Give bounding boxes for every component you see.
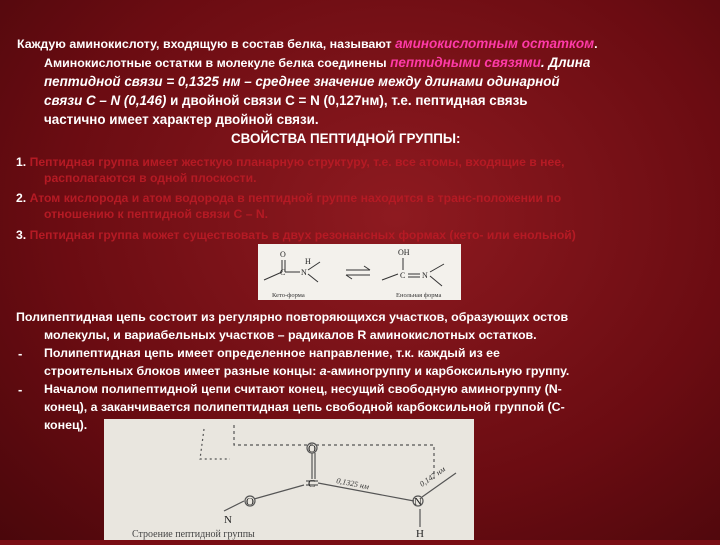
intro-line-1 <box>17 36 598 51</box>
item-number: 3. <box>16 228 27 242</box>
item-number: 2. <box>16 191 27 205</box>
property-item-1 <box>16 155 564 169</box>
atom-o: O <box>246 496 254 508</box>
bullet-marker: - <box>18 346 23 361</box>
property-item-1-cont: располагаются в одной плоскости. <box>44 171 257 185</box>
bond-length-label-2: 0,147 нм <box>417 464 447 489</box>
atom-h: H <box>305 257 311 266</box>
bullet-2-line-2: конец), а заканчивается полипептидная цепь свободной карбоксильной группой (С- <box>44 400 565 414</box>
term-peptide-bonds: пептидными связями <box>390 55 541 70</box>
intro-text: Каждую аминокислоту, входящую в состав белка, называют <box>17 37 396 51</box>
enol-form-label: Енольная форма <box>396 292 442 299</box>
bullet-1-line-1: Полипептидная цепь имеет определенное направление, т.к. каждый из ее <box>44 346 500 360</box>
peptide-structure-diagram <box>104 419 474 540</box>
atom-o: O <box>308 443 316 455</box>
intro-text: и двойной связи С = N (0,127нм), т.е. пептидная связь <box>166 93 528 108</box>
bullet-marker: - <box>18 382 23 397</box>
bullet-text: строительных блоков имеет разные концы: <box>44 364 320 378</box>
property-text: Пептидная группа может существовать в двух резонансных формах (кето- или енольной) <box>29 228 576 242</box>
property-text: Атом кислорода и атом водорода в пептидной группе находится в транс-положении по <box>29 191 562 205</box>
resonance-diagram <box>258 244 461 300</box>
structure-caption: Строение пептидной группы <box>132 529 255 540</box>
bond-length-label-1: 0,1325 нм <box>335 476 370 492</box>
intro-text: связи С – N (0,146) <box>44 93 167 108</box>
intro-line-5: частично имеет характер двойной связи. <box>44 112 319 127</box>
bullet-2-line-3: конец). <box>44 418 88 432</box>
bullet-text: -аминогруппу и карбоксильную группу. <box>326 364 570 378</box>
atom-c: C <box>280 268 286 277</box>
property-item-3 <box>16 228 576 242</box>
atom-n: N <box>414 496 422 508</box>
property-text: Пептидная группа имеет жесткую планарную структуру, т.е. все атомы, входящие в нее, <box>29 155 565 169</box>
polypeptide-line-2: молекулы, и вариабельных участков – радикалов R аминокислотных остатков. <box>44 328 537 342</box>
intro-text: Аминокислотные остатки в молекуле белка соединены <box>44 56 391 70</box>
section-heading: СВОЙСТВА ПЕПТИДНОЙ ГРУППЫ: <box>231 131 461 146</box>
bullet-1-line-2 <box>44 364 569 378</box>
intro-line-2 <box>44 55 590 70</box>
intro-text: . Длина <box>540 55 591 70</box>
atom-n: N <box>422 271 428 280</box>
intro-line-4 <box>44 93 528 108</box>
peptide-structure-figure <box>104 419 474 540</box>
atom-n: N <box>301 268 307 277</box>
atom-o: O <box>280 250 286 259</box>
atom-c: C <box>308 478 316 490</box>
term-amino-acid-residue: аминокислотным остатком <box>395 36 595 51</box>
item-number: 1. <box>16 155 27 169</box>
alpha-symbol: а <box>319 364 327 378</box>
atom-h: H <box>416 528 424 540</box>
property-item-2-cont: отношению к пептидной связи С – N. <box>44 207 269 221</box>
bullet-2-line-1: Началом полипептидной цепи считают конец, несущий свободную аминогруппу (N- <box>44 382 562 396</box>
punct: . <box>594 37 598 51</box>
atom-oh: OH <box>398 248 410 257</box>
keto-form-label: Кето-форма <box>272 292 305 299</box>
intro-line-3: пептидной связи = 0,1325 нм – среднее значение между длинами одинарной <box>44 74 560 89</box>
polypeptide-line-1: Полипептидная цепь состоит из регулярно повторяющихся участков, образующих остов <box>16 310 569 324</box>
resonance-forms-figure <box>258 244 461 300</box>
atom-n: N <box>224 514 232 526</box>
property-item-2 <box>16 191 561 205</box>
atom-c: C <box>400 271 406 280</box>
